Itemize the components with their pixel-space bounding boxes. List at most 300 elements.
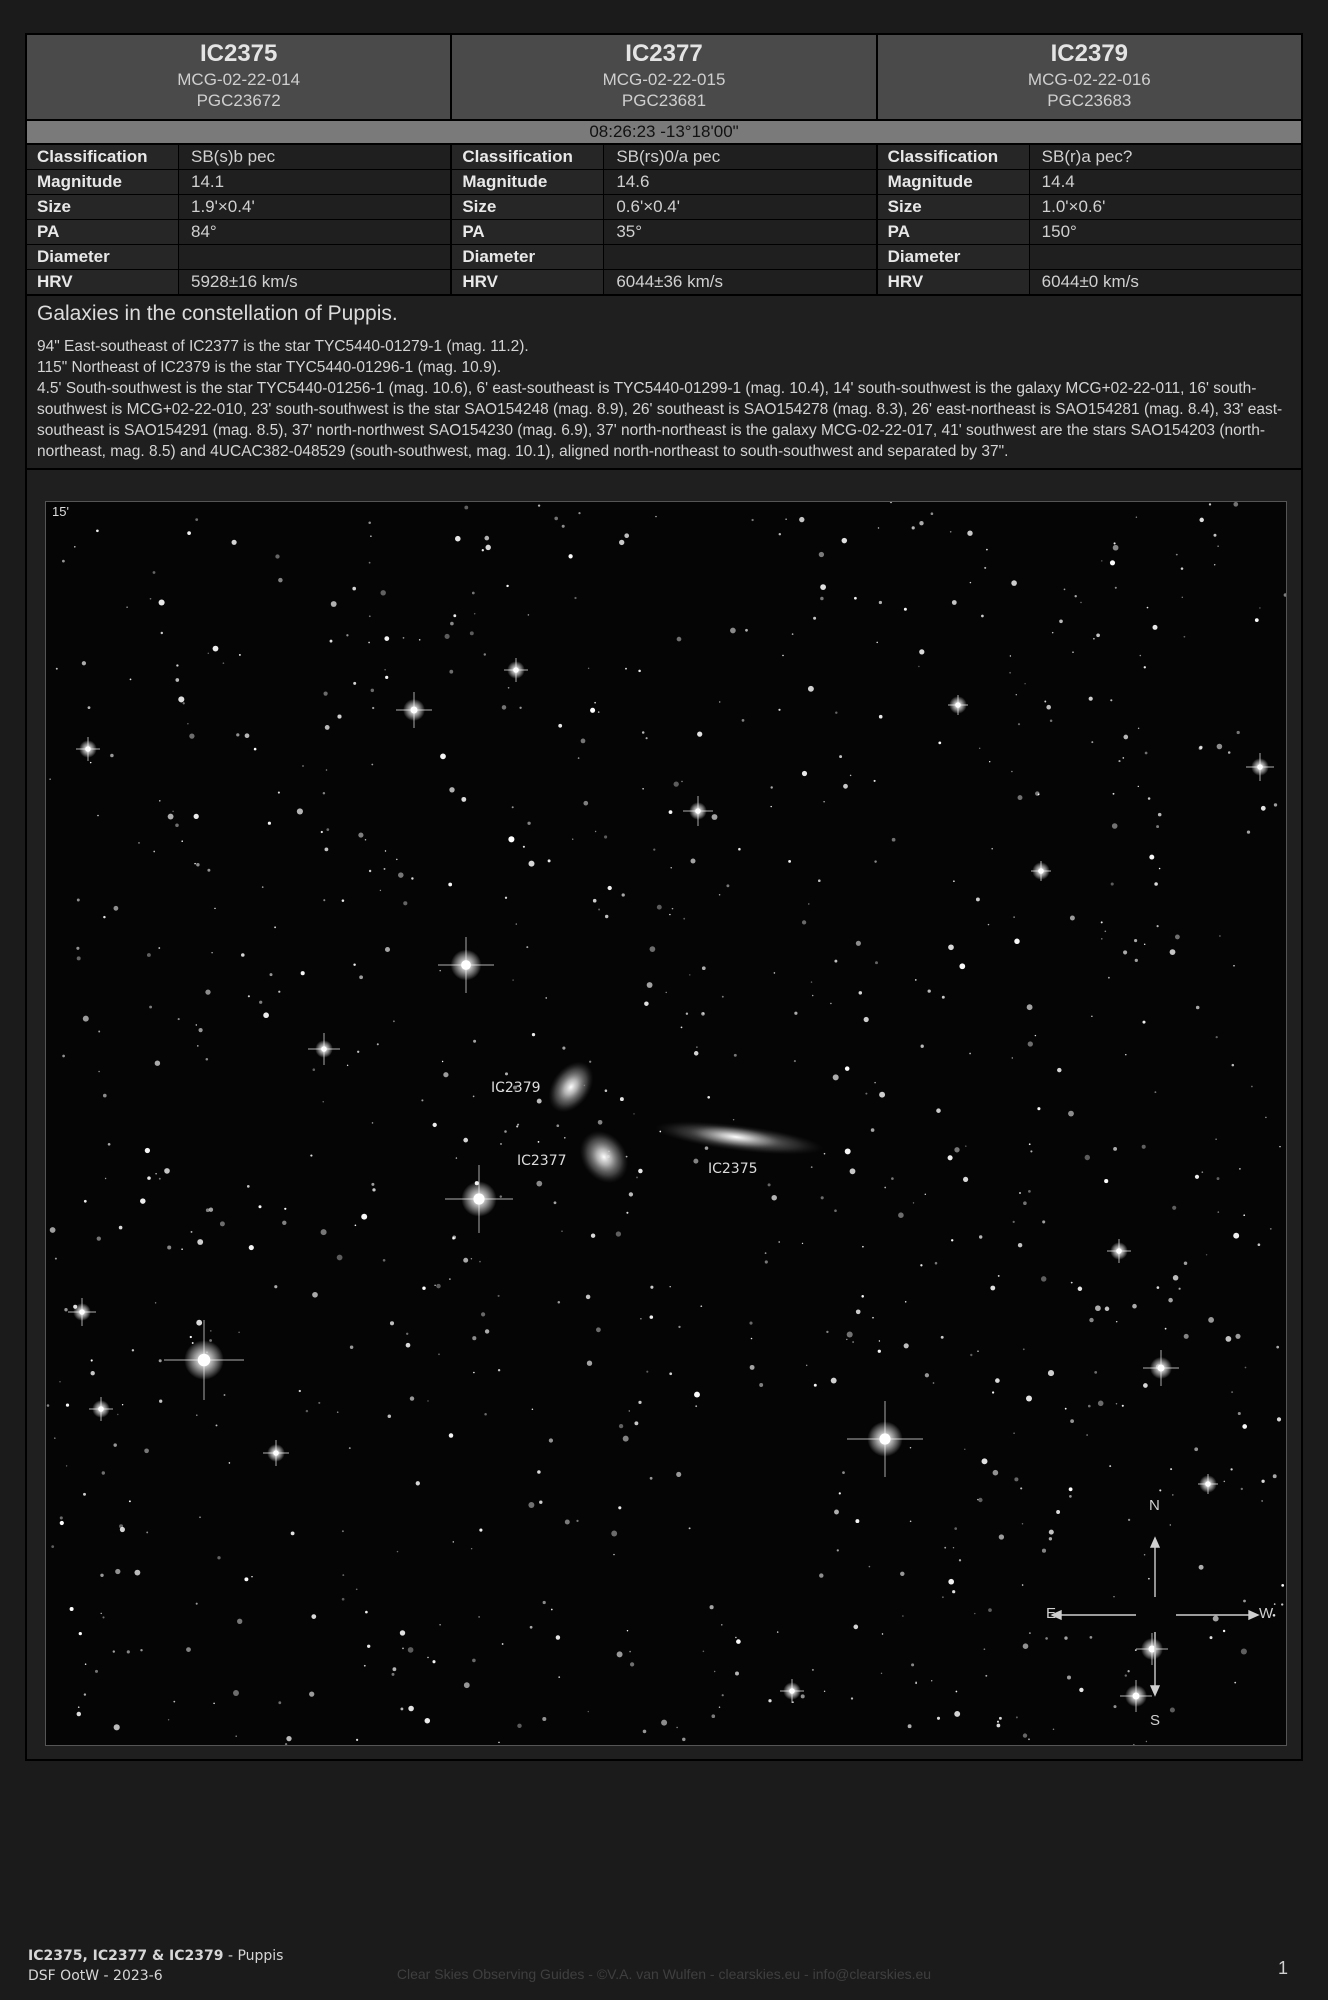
star xyxy=(464,1682,470,1688)
star xyxy=(370,535,372,537)
star xyxy=(1029,1143,1031,1145)
star xyxy=(83,1016,89,1022)
star xyxy=(1274,1603,1276,1605)
star xyxy=(1146,1741,1147,1742)
star xyxy=(647,982,653,988)
property-value: 14.4 xyxy=(1041,172,1075,191)
star xyxy=(565,1520,570,1525)
star xyxy=(891,1177,894,1180)
star xyxy=(1149,855,1154,860)
star xyxy=(802,771,807,776)
star xyxy=(113,906,118,911)
star xyxy=(498,1295,500,1297)
star xyxy=(965,1145,967,1147)
star xyxy=(669,1372,672,1375)
star xyxy=(309,1691,314,1696)
star xyxy=(167,1245,171,1249)
star xyxy=(977,1350,979,1352)
star xyxy=(1123,735,1128,740)
star xyxy=(443,1072,448,1077)
star xyxy=(998,1275,1000,1277)
star xyxy=(1243,1214,1245,1216)
star xyxy=(1010,655,1011,656)
star xyxy=(1154,882,1158,886)
star xyxy=(91,1371,95,1375)
star xyxy=(117,1414,118,1415)
star xyxy=(1069,1487,1073,1491)
star xyxy=(369,615,371,617)
star xyxy=(372,1188,375,1191)
star xyxy=(1116,1403,1117,1404)
property-value xyxy=(1030,245,1301,269)
star xyxy=(66,1403,69,1406)
star xyxy=(385,676,388,679)
bright-star xyxy=(1107,1239,1131,1263)
star xyxy=(175,824,179,828)
star xyxy=(498,1742,500,1744)
star xyxy=(845,1148,851,1154)
star xyxy=(172,811,173,812)
star xyxy=(392,1673,395,1676)
star xyxy=(342,1574,344,1576)
property-row xyxy=(27,170,450,195)
star xyxy=(1261,1480,1264,1483)
star xyxy=(562,1047,565,1050)
star xyxy=(954,1711,960,1717)
star xyxy=(721,1624,722,1625)
star xyxy=(237,1619,242,1624)
star xyxy=(523,846,525,848)
star xyxy=(616,1231,621,1236)
star xyxy=(331,601,337,607)
object-header-ic2379 xyxy=(878,35,1301,119)
star xyxy=(113,1650,115,1652)
star xyxy=(371,689,374,692)
star xyxy=(845,1066,850,1071)
star xyxy=(421,1099,423,1101)
star xyxy=(213,646,219,652)
star xyxy=(432,1660,435,1663)
star xyxy=(1068,1111,1074,1117)
star xyxy=(1194,1447,1198,1451)
star xyxy=(1235,1334,1240,1339)
star xyxy=(696,1046,697,1047)
star xyxy=(583,801,588,806)
star xyxy=(539,1500,542,1503)
star xyxy=(1127,1670,1129,1672)
star xyxy=(1013,1432,1015,1434)
star xyxy=(588,1711,589,1712)
star xyxy=(556,1635,560,1639)
property-value: 6044±0 km/s xyxy=(1041,272,1139,291)
star xyxy=(839,755,842,758)
star xyxy=(472,592,475,595)
star xyxy=(342,1598,345,1601)
star xyxy=(1281,1603,1283,1605)
star xyxy=(991,848,993,850)
star xyxy=(377,1043,379,1045)
star xyxy=(1159,1489,1161,1491)
star xyxy=(1228,751,1231,754)
star xyxy=(1023,1348,1025,1350)
star xyxy=(751,1338,753,1340)
star xyxy=(485,1329,489,1333)
star xyxy=(1105,931,1107,933)
star xyxy=(676,1472,681,1477)
star xyxy=(874,780,876,782)
page-number: 1 xyxy=(1277,1958,1288,1978)
star xyxy=(1101,938,1102,939)
star xyxy=(1196,1006,1200,1010)
star xyxy=(954,1147,959,1152)
compass-west-label: W xyxy=(1259,1605,1274,1622)
star xyxy=(1022,1584,1024,1586)
star xyxy=(574,597,576,599)
star xyxy=(470,631,474,635)
star xyxy=(371,764,373,766)
star xyxy=(159,1359,162,1362)
star xyxy=(471,1548,472,1549)
star xyxy=(1147,607,1149,609)
star xyxy=(422,1286,425,1289)
star xyxy=(650,1477,653,1480)
star xyxy=(60,1516,63,1519)
star xyxy=(666,992,667,993)
star xyxy=(956,1691,958,1693)
star xyxy=(1237,731,1240,734)
star xyxy=(113,1443,116,1446)
star xyxy=(161,632,163,634)
star xyxy=(291,1532,295,1536)
star xyxy=(1045,1637,1048,1640)
bright-star xyxy=(438,937,494,993)
star xyxy=(1069,1495,1072,1498)
star xyxy=(950,531,952,533)
star xyxy=(859,991,862,994)
star xyxy=(915,1682,916,1683)
star xyxy=(1233,965,1235,967)
star xyxy=(91,1359,93,1361)
star xyxy=(768,1183,771,1186)
star xyxy=(1016,1716,1018,1718)
star xyxy=(834,960,837,963)
star xyxy=(278,991,280,993)
star xyxy=(1030,1150,1032,1152)
star xyxy=(808,903,809,904)
star xyxy=(920,1264,922,1266)
star xyxy=(705,1146,709,1150)
star xyxy=(862,1246,864,1248)
star xyxy=(984,567,986,569)
star xyxy=(623,1436,629,1442)
star xyxy=(944,1547,946,1549)
bright-star xyxy=(1198,1474,1218,1494)
star xyxy=(700,1305,702,1307)
star xyxy=(517,1724,521,1728)
star xyxy=(1014,1477,1018,1481)
star xyxy=(751,519,753,521)
star xyxy=(197,1239,203,1245)
star xyxy=(500,1143,501,1144)
star xyxy=(347,1065,348,1066)
star xyxy=(953,1547,954,1548)
compass-north-label: N xyxy=(1149,1497,1160,1514)
star xyxy=(1096,633,1100,637)
star xyxy=(342,1530,344,1532)
star xyxy=(925,1194,926,1195)
star xyxy=(734,1054,737,1057)
star xyxy=(159,1400,162,1403)
star xyxy=(1018,723,1020,725)
star xyxy=(1245,1367,1247,1369)
star xyxy=(1013,916,1014,917)
star xyxy=(1136,516,1137,517)
star xyxy=(385,850,386,851)
star xyxy=(842,538,848,544)
star xyxy=(948,1579,954,1585)
star xyxy=(384,669,385,670)
object-header-ic2375 xyxy=(27,35,452,119)
star xyxy=(189,733,194,738)
compass xyxy=(1052,1538,1258,1695)
star xyxy=(1277,1417,1281,1421)
star xyxy=(325,725,330,730)
star xyxy=(626,1212,628,1214)
star xyxy=(1035,1035,1036,1036)
star xyxy=(1172,1206,1176,1210)
star xyxy=(119,1226,123,1230)
star xyxy=(463,1138,468,1143)
star xyxy=(1156,825,1159,828)
star xyxy=(562,525,565,528)
star xyxy=(108,1143,111,1146)
star xyxy=(912,526,915,529)
star xyxy=(598,711,600,713)
star xyxy=(1101,921,1103,923)
label-ic2375: IC2375 xyxy=(708,1161,758,1177)
star xyxy=(1217,1177,1220,1180)
property-value: SB(rs)0/a pec xyxy=(616,147,721,166)
star xyxy=(655,516,656,517)
star xyxy=(249,1245,254,1250)
star xyxy=(101,1613,102,1614)
star xyxy=(138,842,140,844)
star xyxy=(190,1336,192,1338)
star xyxy=(452,1237,455,1240)
star xyxy=(779,533,781,535)
star xyxy=(484,536,489,541)
star xyxy=(208,653,209,654)
property-label: Classification xyxy=(452,145,604,169)
star xyxy=(619,1424,623,1428)
star xyxy=(369,870,371,872)
star xyxy=(149,1006,152,1009)
star xyxy=(186,1647,191,1652)
star xyxy=(1112,823,1118,829)
star xyxy=(268,822,271,825)
star xyxy=(416,1481,420,1485)
bright-star xyxy=(68,1298,96,1326)
star xyxy=(693,1159,698,1164)
star xyxy=(1144,666,1146,668)
star xyxy=(473,1372,475,1374)
star xyxy=(1206,1254,1207,1255)
star xyxy=(638,670,641,673)
star xyxy=(388,1415,392,1419)
star xyxy=(765,1252,767,1254)
star xyxy=(561,1230,563,1232)
star xyxy=(742,719,745,722)
star xyxy=(214,908,215,909)
star xyxy=(159,1178,161,1180)
star xyxy=(1105,1307,1110,1312)
star xyxy=(801,1694,805,1698)
star xyxy=(627,1630,628,1631)
star xyxy=(472,1659,476,1663)
star xyxy=(995,1378,1000,1383)
object-pgc: PGC23672 xyxy=(196,91,281,110)
star xyxy=(1274,803,1277,806)
star xyxy=(526,946,528,948)
star xyxy=(682,1738,685,1741)
star xyxy=(98,1031,100,1033)
star xyxy=(197,1045,199,1047)
star xyxy=(952,1590,955,1593)
star xyxy=(875,961,878,964)
star xyxy=(900,1572,904,1576)
bright-star xyxy=(263,1440,289,1466)
star xyxy=(774,972,776,974)
star xyxy=(1044,701,1046,703)
star xyxy=(719,894,721,896)
star xyxy=(1148,797,1151,800)
property-value: 0.6'×0.4' xyxy=(616,197,681,216)
star xyxy=(410,1396,414,1400)
star xyxy=(210,1330,212,1332)
star xyxy=(1265,1117,1267,1119)
star xyxy=(689,974,690,975)
star xyxy=(153,571,156,574)
star xyxy=(450,622,454,626)
star xyxy=(595,831,596,832)
star xyxy=(640,1318,642,1320)
star xyxy=(581,739,586,744)
star xyxy=(105,1178,106,1179)
object-mcg: MCG-02-22-014 xyxy=(177,70,301,89)
star xyxy=(543,1601,546,1604)
property-row xyxy=(878,245,1301,270)
star xyxy=(1284,593,1286,597)
star xyxy=(224,1394,226,1396)
star xyxy=(874,860,876,862)
star xyxy=(546,997,547,998)
star xyxy=(159,800,160,801)
property-label: PA xyxy=(452,220,604,244)
star xyxy=(1170,1707,1175,1712)
star xyxy=(448,883,452,887)
star xyxy=(1125,1054,1126,1055)
star xyxy=(1023,1201,1027,1205)
star xyxy=(650,946,656,952)
star xyxy=(622,893,625,896)
star xyxy=(312,1292,318,1298)
star xyxy=(519,707,521,709)
star xyxy=(1104,1179,1108,1183)
star xyxy=(642,731,645,734)
star xyxy=(132,1349,134,1351)
star xyxy=(122,1404,123,1405)
star xyxy=(282,1221,286,1225)
footer-credit: Clear Skies Observing Guides - ©V.A. van Wulfen - clearskies.eu - info@clearskies.eu xyxy=(396,1966,932,1982)
star xyxy=(1070,916,1075,921)
star xyxy=(178,1018,180,1020)
compass-east-label: E xyxy=(1046,1605,1057,1622)
star xyxy=(1091,741,1093,743)
star xyxy=(1181,567,1184,570)
description-line: 94" East-southeast of IC2377 is the star TYC5440-01279-1 (mag. 11.2). xyxy=(37,338,529,355)
star xyxy=(910,1447,911,1448)
star xyxy=(508,687,510,689)
star xyxy=(1232,1064,1235,1067)
star xyxy=(1135,959,1138,962)
star xyxy=(707,1096,710,1099)
star xyxy=(502,1643,504,1645)
bright-star xyxy=(396,692,432,728)
star xyxy=(871,1128,875,1132)
star xyxy=(1067,1675,1071,1679)
star xyxy=(908,1724,912,1728)
star xyxy=(1152,625,1157,630)
star xyxy=(155,1060,160,1065)
star xyxy=(453,614,456,617)
star xyxy=(1023,1733,1027,1737)
star xyxy=(244,1577,248,1581)
star xyxy=(1142,1145,1146,1149)
star xyxy=(892,838,896,842)
properties-table xyxy=(27,145,1301,296)
star xyxy=(181,840,183,842)
star xyxy=(325,848,329,852)
star xyxy=(902,1615,904,1617)
bright-star xyxy=(308,1033,340,1065)
star xyxy=(629,1651,631,1653)
star xyxy=(1028,1738,1030,1740)
star xyxy=(591,1234,595,1238)
star xyxy=(263,1012,269,1018)
star xyxy=(1243,1600,1246,1603)
star xyxy=(352,587,356,591)
star xyxy=(485,545,490,550)
star xyxy=(473,1040,476,1043)
star xyxy=(864,1017,869,1022)
star xyxy=(1279,1146,1281,1148)
star xyxy=(358,833,363,838)
star xyxy=(578,512,580,514)
star xyxy=(974,1613,975,1614)
star xyxy=(1233,1233,1239,1239)
star xyxy=(527,822,530,825)
star xyxy=(948,1155,953,1160)
star xyxy=(323,899,325,901)
star xyxy=(77,899,80,902)
property-value: 14.1 xyxy=(191,172,225,191)
star xyxy=(1234,1682,1236,1684)
star xyxy=(678,1326,680,1328)
star xyxy=(1140,655,1142,657)
star xyxy=(1273,1474,1277,1478)
star xyxy=(313,1068,316,1071)
star xyxy=(617,1651,623,1657)
